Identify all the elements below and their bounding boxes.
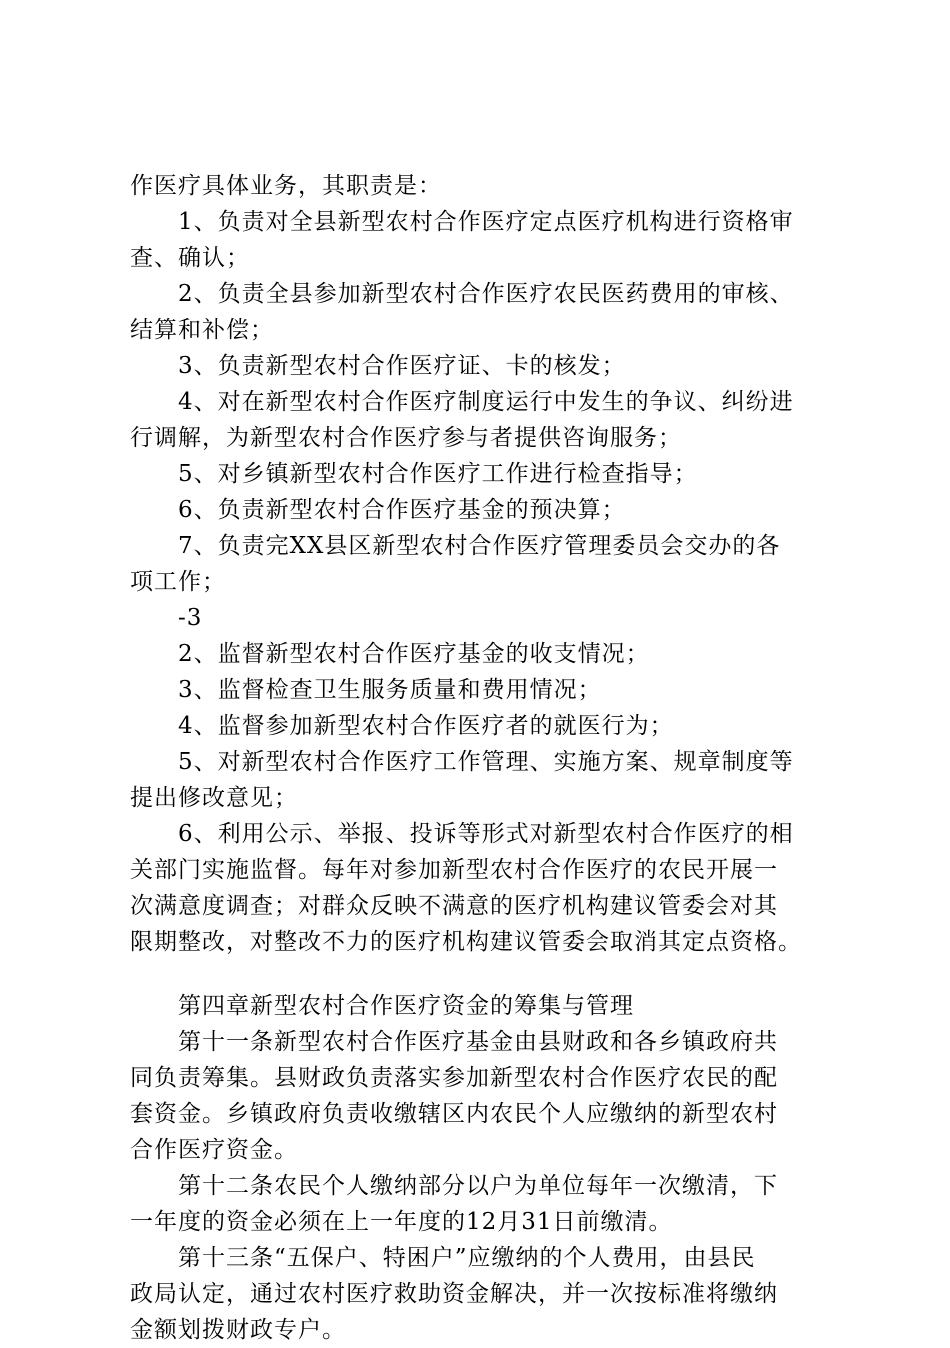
paragraph-line: 政局认定，通过农村医疗救助资金解决，并一次按标准将缴纳 — [130, 1281, 778, 1307]
paragraph-line: 4、对在新型农村合作医疗制度运行中发生的争议、纠纷进 — [178, 389, 794, 415]
paragraph-line: 结算和补偿； — [130, 317, 274, 343]
section-gap — [130, 960, 830, 988]
chapter-title: 第四章新型农村合作医疗资金的筹集与管理 — [178, 993, 634, 1019]
paragraph-line: 套资金。乡镇政府负责收缴辖区内农民个人应缴纳的新型农村 — [130, 1101, 778, 1127]
document-body — [130, 168, 830, 1348]
paragraph-line: 金额划拨财政专户。 — [130, 1317, 346, 1343]
paragraph-line: 合作医疗资金。 — [130, 1137, 298, 1163]
paragraph-line: 次满意度调查；对群众反映不满意的医疗机构建议管委会对其 — [130, 893, 778, 919]
paragraph-line: 关部门实施监督。每年对参加新型农村合作医疗的农民开展一 — [130, 857, 778, 883]
paragraph-line: 作医疗具体业务，其职责是： — [130, 173, 442, 199]
paragraph-line: 4、监督参加新型农村合作医疗者的就医行为； — [178, 713, 674, 739]
paragraph-line: 限期整改，对整改不力的医疗机构建议管委会取消其定点资格。 — [130, 929, 802, 955]
paragraph-line: 1、负责对全县新型农村合作医疗定点医疗机构进行资格审 — [178, 209, 794, 235]
paragraph-line: 5、对新型农村合作医疗工作管理、实施方案、规章制度等 — [178, 749, 794, 775]
paragraph-line: 3、负责新型农村合作医疗证、卡的核发； — [178, 353, 626, 379]
paragraph-line: 2、监督新型农村合作医疗基金的收支情况； — [178, 641, 650, 667]
paragraph-line: 同负责筹集。县财政负责落实参加新型农村合作医疗农民的配 — [130, 1065, 778, 1091]
paragraph-line: 第十一条新型农村合作医疗基金由县财政和各乡镇政府共 — [178, 1029, 778, 1055]
paragraph-line: 2、负责全县参加新型农村合作医疗农民医药费用的审核、 — [178, 281, 794, 307]
page-marker: -3 — [178, 605, 203, 631]
paragraph-line: 6、利用公示、举报、投诉等形式对新型农村合作医疗的相 — [178, 821, 794, 847]
paragraph-line: 查、确认； — [130, 245, 250, 271]
paragraph-line: 5、对乡镇新型农村合作医疗工作进行检查指导； — [178, 461, 698, 487]
paragraph-line: 第十二条农民个人缴纳部分以户为单位每年一次缴清，下 — [178, 1173, 778, 1199]
paragraph-line: 3、监督检查卫生服务质量和费用情况； — [178, 677, 602, 703]
paragraph-line: 提出修改意见； — [130, 785, 298, 811]
paragraph-line: 项工作； — [130, 569, 226, 595]
paragraph-line: 6、负责新型农村合作医疗基金的预决算； — [178, 497, 626, 523]
paragraph-line: 7、负责完XX县区新型农村合作医疗管理委员会交办的各 — [178, 533, 781, 559]
paragraph-line: 行调解，为新型农村合作医疗参与者提供咨询服务； — [130, 425, 682, 451]
paragraph-line: 第十三条“五保户、特困户”应缴纳的个人费用，由县民 — [178, 1245, 756, 1271]
paragraph-line: 一年度的资金必须在上一年度的12月31日前缴清。 — [130, 1209, 673, 1235]
